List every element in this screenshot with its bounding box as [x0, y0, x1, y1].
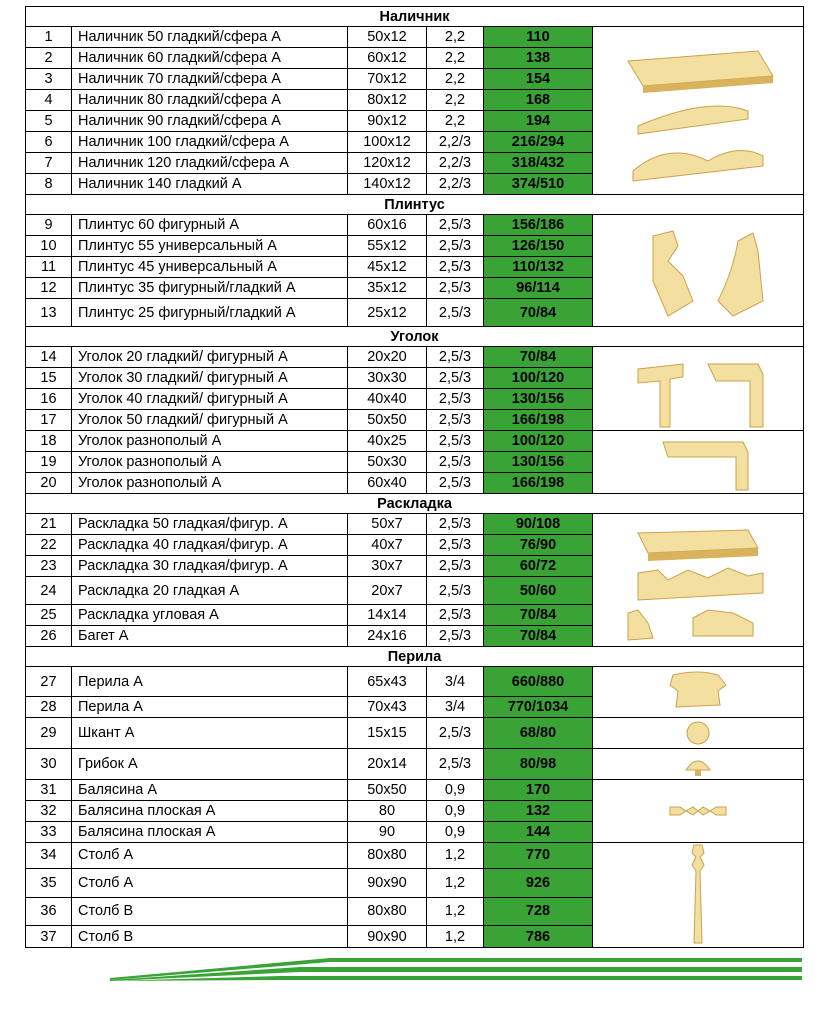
product-price: 168	[484, 90, 593, 111]
row-number: 34	[26, 843, 72, 869]
product-length: 2,2	[427, 69, 484, 90]
product-length: 2,2/3	[427, 132, 484, 153]
product-size: 120x12	[348, 153, 427, 174]
product-length: 2,5/3	[427, 718, 484, 749]
product-length: 2,5/3	[427, 605, 484, 626]
row-number: 28	[26, 697, 72, 718]
product-size: 40x7	[348, 535, 427, 556]
row-number: 29	[26, 718, 72, 749]
product-name: Раскладка 50 гладкая/фигур. А	[72, 514, 348, 535]
product-price: 130/156	[484, 452, 593, 473]
product-name: Плинтус 55 универсальный А	[72, 236, 348, 257]
product-price: 70/84	[484, 605, 593, 626]
product-size: 30x7	[348, 556, 427, 577]
product-price: 660/880	[484, 667, 593, 697]
product-size: 50x50	[348, 780, 427, 801]
product-price: 166/198	[484, 410, 593, 431]
product-length: 2,5/3	[427, 215, 484, 236]
product-length: 2,2/3	[427, 153, 484, 174]
row-number: 36	[26, 897, 72, 926]
product-price: 318/432	[484, 153, 593, 174]
product-size: 20x20	[348, 347, 427, 368]
product-price: 80/98	[484, 749, 593, 780]
product-size: 65x43	[348, 667, 427, 697]
section-title: Наличник	[26, 7, 804, 27]
product-length: 1,2	[427, 868, 484, 897]
row-number: 2	[26, 48, 72, 69]
product-size: 40x40	[348, 389, 427, 410]
product-name: Уголок 50 гладкий/ фигурный А	[72, 410, 348, 431]
product-size: 55x12	[348, 236, 427, 257]
product-price: 770	[484, 843, 593, 869]
product-length: 1,2	[427, 897, 484, 926]
product-size: 70x43	[348, 697, 427, 718]
product-length: 2,5/3	[427, 236, 484, 257]
product-length: 2,5/3	[427, 347, 484, 368]
product-price: 70/84	[484, 299, 593, 327]
product-size: 60x40	[348, 473, 427, 494]
product-price: 96/114	[484, 278, 593, 299]
product-size: 50x7	[348, 514, 427, 535]
section-title: Плинтус	[26, 195, 804, 215]
product-length: 2,2/3	[427, 174, 484, 195]
product-length: 2,5/3	[427, 577, 484, 605]
product-price: 90/108	[484, 514, 593, 535]
product-price: 138	[484, 48, 593, 69]
row-number: 19	[26, 452, 72, 473]
product-length: 1,2	[427, 926, 484, 948]
row-number: 31	[26, 780, 72, 801]
row-number: 35	[26, 868, 72, 897]
product-name: Плинтус 35 фигурный/гладкий А	[72, 278, 348, 299]
product-name: Раскладка 20 гладкая А	[72, 577, 348, 605]
product-size: 70x12	[348, 69, 427, 90]
product-name: Наличник 140 гладкий А	[72, 174, 348, 195]
product-price: 60/72	[484, 556, 593, 577]
product-price: 132	[484, 801, 593, 822]
product-size: 30x30	[348, 368, 427, 389]
product-name: Наличник 90 гладкий/сфера А	[72, 111, 348, 132]
product-length: 2,5/3	[427, 626, 484, 647]
product-size: 50x30	[348, 452, 427, 473]
row-number: 3	[26, 69, 72, 90]
row-number: 4	[26, 90, 72, 111]
row-number: 17	[26, 410, 72, 431]
product-price: 110/132	[484, 257, 593, 278]
product-length: 0,9	[427, 822, 484, 843]
product-size: 140x12	[348, 174, 427, 195]
row-number: 1	[26, 27, 72, 48]
product-price: 216/294	[484, 132, 593, 153]
product-price: 76/90	[484, 535, 593, 556]
product-name: Уголок 30 гладкий/ фигурный А	[72, 368, 348, 389]
product-size: 45x12	[348, 257, 427, 278]
row-number: 9	[26, 215, 72, 236]
product-length: 3/4	[427, 697, 484, 718]
product-name: Наличник 80 гладкий/сфера А	[72, 90, 348, 111]
product-name: Раскладка 30 гладкая/фигур. А	[72, 556, 348, 577]
product-price: 70/84	[484, 626, 593, 647]
product-name: Раскладка 40 гладкая/фигур. А	[72, 535, 348, 556]
product-length: 2,5/3	[427, 535, 484, 556]
product-name: Наличник 50 гладкий/сфера А	[72, 27, 348, 48]
row-number: 14	[26, 347, 72, 368]
product-price: 786	[484, 926, 593, 948]
row-number: 26	[26, 626, 72, 647]
product-length: 2,5/3	[427, 410, 484, 431]
product-name: Перила А	[72, 697, 348, 718]
product-size: 90x90	[348, 868, 427, 897]
product-name: Уголок разнополый А	[72, 431, 348, 452]
product-price: 126/150	[484, 236, 593, 257]
row-number: 7	[26, 153, 72, 174]
row-number: 21	[26, 514, 72, 535]
row-number: 33	[26, 822, 72, 843]
product-name: Плинтус 60 фигурный А	[72, 215, 348, 236]
product-name: Грибок А	[72, 749, 348, 780]
product-price: 374/510	[484, 174, 593, 195]
product-size: 15x15	[348, 718, 427, 749]
product-price: 194	[484, 111, 593, 132]
product-length: 2,5/3	[427, 749, 484, 780]
product-name: Столб А	[72, 843, 348, 869]
product-name: Наличник 70 гладкий/сфера А	[72, 69, 348, 90]
product-length: 2,2	[427, 48, 484, 69]
row-number: 11	[26, 257, 72, 278]
product-price: 70/84	[484, 347, 593, 368]
row-number: 24	[26, 577, 72, 605]
row-number: 18	[26, 431, 72, 452]
row-number: 32	[26, 801, 72, 822]
product-size: 90x12	[348, 111, 427, 132]
product-name: Наличник 120 гладкий/сфера А	[72, 153, 348, 174]
row-number: 22	[26, 535, 72, 556]
product-length: 2,2	[427, 90, 484, 111]
product-size: 14x14	[348, 605, 427, 626]
product-size: 20x7	[348, 577, 427, 605]
product-length: 2,5/3	[427, 389, 484, 410]
product-name: Столб В	[72, 926, 348, 948]
product-size: 25x12	[348, 299, 427, 327]
product-price: 156/186	[484, 215, 593, 236]
product-size: 80x12	[348, 90, 427, 111]
product-size: 50x12	[348, 27, 427, 48]
product-length: 3/4	[427, 667, 484, 697]
row-number: 5	[26, 111, 72, 132]
product-name: Балясина плоская А	[72, 822, 348, 843]
row-number: 23	[26, 556, 72, 577]
product-price: 100/120	[484, 368, 593, 389]
product-size: 60x12	[348, 48, 427, 69]
row-number: 37	[26, 926, 72, 948]
product-price: 50/60	[484, 577, 593, 605]
product-length: 2,5/3	[427, 473, 484, 494]
row-number: 20	[26, 473, 72, 494]
row-number: 25	[26, 605, 72, 626]
row-number: 12	[26, 278, 72, 299]
product-price: 100/120	[484, 431, 593, 452]
product-name: Столб В	[72, 897, 348, 926]
product-length: 0,9	[427, 801, 484, 822]
product-name: Раскладка угловая А	[72, 605, 348, 626]
product-price: 926	[484, 868, 593, 897]
product-name: Балясина А	[72, 780, 348, 801]
product-price: 144	[484, 822, 593, 843]
product-length: 0,9	[427, 780, 484, 801]
product-name: Уголок 20 гладкий/ фигурный А	[72, 347, 348, 368]
product-length: 2,5/3	[427, 257, 484, 278]
product-name: Шкант А	[72, 718, 348, 749]
product-size: 90x90	[348, 926, 427, 948]
product-name: Столб А	[72, 868, 348, 897]
product-size: 90	[348, 822, 427, 843]
row-number: 16	[26, 389, 72, 410]
product-size: 24x16	[348, 626, 427, 647]
product-length: 2,2	[427, 111, 484, 132]
product-name: Наличник 60 гладкий/сфера А	[72, 48, 348, 69]
product-size: 50x50	[348, 410, 427, 431]
product-name: Плинтус 25 фигурный/гладкий А	[72, 299, 348, 327]
product-price: 130/156	[484, 389, 593, 410]
product-length: 2,5/3	[427, 556, 484, 577]
product-name: Уголок 40 гладкий/ фигурный А	[72, 389, 348, 410]
product-length: 2,5/3	[427, 368, 484, 389]
product-length: 1,2	[427, 843, 484, 869]
product-name: Балясина плоская А	[72, 801, 348, 822]
row-number: 6	[26, 132, 72, 153]
product-price: 170	[484, 780, 593, 801]
product-name: Багет А	[72, 626, 348, 647]
product-name: Наличник 100 гладкий/сфера А	[72, 132, 348, 153]
product-size: 60x16	[348, 215, 427, 236]
section-title: Перила	[26, 647, 804, 667]
row-number: 13	[26, 299, 72, 327]
product-size: 100x12	[348, 132, 427, 153]
product-length: 2,5/3	[427, 452, 484, 473]
product-size: 80	[348, 801, 427, 822]
product-length: 2,5/3	[427, 299, 484, 327]
product-name: Уголок разнополый А	[72, 452, 348, 473]
row-number: 30	[26, 749, 72, 780]
product-price: 728	[484, 897, 593, 926]
product-length: 2,5/3	[427, 278, 484, 299]
product-length: 2,5/3	[427, 514, 484, 535]
product-size: 80x80	[348, 897, 427, 926]
section-title: Уголок	[26, 327, 804, 347]
product-name: Плинтус 45 универсальный А	[72, 257, 348, 278]
row-number: 8	[26, 174, 72, 195]
product-price: 68/80	[484, 718, 593, 749]
product-name: Перила А	[72, 667, 348, 697]
product-length: 2,5/3	[427, 431, 484, 452]
product-size: 80x80	[348, 843, 427, 869]
product-size: 35x12	[348, 278, 427, 299]
row-number: 27	[26, 667, 72, 697]
product-price: 154	[484, 69, 593, 90]
product-length: 2,2	[427, 27, 484, 48]
row-number: 15	[26, 368, 72, 389]
product-price: 110	[484, 27, 593, 48]
product-size: 20x14	[348, 749, 427, 780]
product-price: 166/198	[484, 473, 593, 494]
product-price: 770/1034	[484, 697, 593, 718]
product-size: 40x25	[348, 431, 427, 452]
row-number: 10	[26, 236, 72, 257]
section-title: Раскладка	[26, 494, 804, 514]
product-name: Уголок разнополый А	[72, 473, 348, 494]
